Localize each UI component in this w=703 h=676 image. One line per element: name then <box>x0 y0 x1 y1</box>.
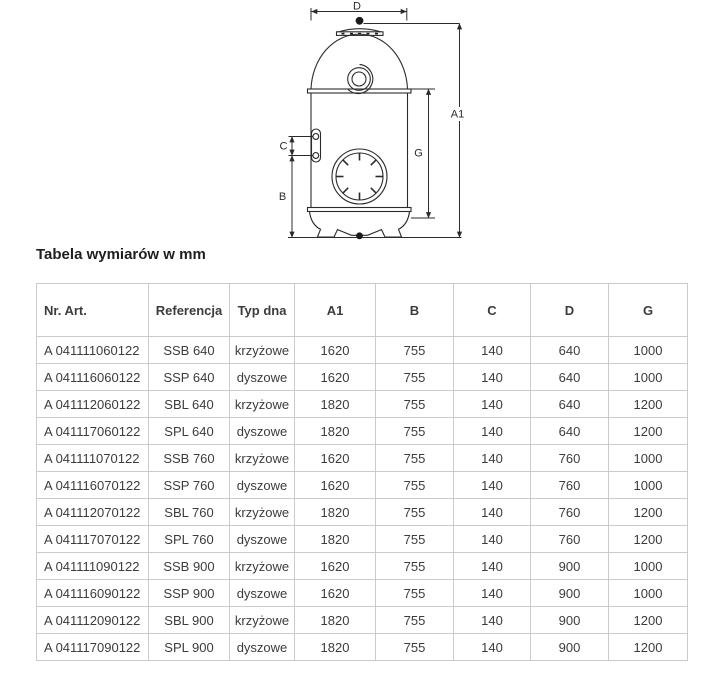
cell-b: 755 <box>376 634 454 661</box>
table-row <box>37 418 688 445</box>
cell-referencja: SBL 900 <box>149 607 230 634</box>
dim-label-a1: A1 <box>450 108 465 121</box>
table-row <box>37 499 688 526</box>
cell-b: 755 <box>376 337 454 364</box>
lid-bolt <box>350 33 353 35</box>
cell-b: 755 <box>376 472 454 499</box>
cell-d: 760 <box>531 472 609 499</box>
cell-d: 900 <box>531 607 609 634</box>
cell-g: 1200 <box>609 607 688 634</box>
cell-a1: 1620 <box>295 553 376 580</box>
dim-label-g: G <box>414 147 423 160</box>
cell-a1: 1620 <box>295 472 376 499</box>
cell-referencja: SPL 760 <box>149 526 230 553</box>
cell-c: 140 <box>454 391 531 418</box>
cell-referencja: SBL 640 <box>149 391 230 418</box>
cell-referencja: SSB 900 <box>149 553 230 580</box>
table-title: Tabela wymiarów w mm <box>36 246 206 263</box>
cell-d: 900 <box>531 634 609 661</box>
cell-typ-dna: dyszowe <box>230 634 295 661</box>
cell-c: 140 <box>454 337 531 364</box>
cell-d: 760 <box>531 526 609 553</box>
cell-typ-dna: krzyżowe <box>230 499 295 526</box>
cell-d: 640 <box>531 364 609 391</box>
cell-g: 1200 <box>609 526 688 553</box>
col-header-referencja: Referencja <box>149 284 230 337</box>
sight-glass-tick <box>343 188 348 193</box>
lid-bolt <box>367 33 370 35</box>
table-row <box>37 526 688 553</box>
top-port-inner <box>352 72 366 86</box>
col-header-nr-art: Nr. Art. <box>37 284 149 337</box>
cell-g: 1200 <box>609 418 688 445</box>
table-row <box>37 472 688 499</box>
header-row <box>37 284 688 337</box>
sight-glass-tick <box>343 160 348 165</box>
cell-d: 900 <box>531 580 609 607</box>
cell-c: 140 <box>454 472 531 499</box>
dim-label-c: C <box>279 140 288 153</box>
col-header-b: B <box>376 284 454 337</box>
cell-referencja: SPL 900 <box>149 634 230 661</box>
cell-typ-dna: krzyżowe <box>230 553 295 580</box>
cell-g: 1000 <box>609 364 688 391</box>
cell-typ-dna: dyszowe <box>230 580 295 607</box>
cell-d: 640 <box>531 391 609 418</box>
cell-nr-art: A 041116060122 <box>37 364 149 391</box>
cell-nr-art: A 041116070122 <box>37 472 149 499</box>
cell-nr-art: A 041112070122 <box>37 499 149 526</box>
cell-g: 1000 <box>609 580 688 607</box>
cell-c: 140 <box>454 580 531 607</box>
cell-referencja: SPL 640 <box>149 418 230 445</box>
cell-d: 900 <box>531 553 609 580</box>
dim-label-b: B <box>278 191 287 203</box>
cell-g: 1200 <box>609 634 688 661</box>
cell-referencja: SSP 760 <box>149 472 230 499</box>
table-row <box>37 391 688 418</box>
dim-label-d: D <box>353 0 361 13</box>
cell-referencja: SBL 760 <box>149 499 230 526</box>
cell-typ-dna: krzyżowe <box>230 337 295 364</box>
top-port-outer <box>348 68 371 91</box>
cell-b: 755 <box>376 364 454 391</box>
cell-b: 755 <box>376 499 454 526</box>
cell-g: 1000 <box>609 445 688 472</box>
cell-nr-art: A 041116090122 <box>37 580 149 607</box>
table-row <box>37 337 688 364</box>
cell-referencja: SSP 900 <box>149 580 230 607</box>
cell-typ-dna: dyszowe <box>230 364 295 391</box>
cell-g: 1000 <box>609 472 688 499</box>
tank-bottom-flange <box>308 208 412 212</box>
cell-typ-dna: krzyżowe <box>230 391 295 418</box>
cell-nr-art: A 041111070122 <box>37 445 149 472</box>
col-header-d: D <box>531 284 609 337</box>
cell-b: 755 <box>376 580 454 607</box>
cell-g: 1200 <box>609 499 688 526</box>
cell-b: 755 <box>376 391 454 418</box>
cell-referencja: SSP 640 <box>149 364 230 391</box>
cell-g: 1200 <box>609 391 688 418</box>
table-row <box>37 634 688 661</box>
cell-nr-art: A 041117060122 <box>37 418 149 445</box>
cell-c: 140 <box>454 607 531 634</box>
col-header-a1: A1 <box>295 284 376 337</box>
cell-c: 140 <box>454 445 531 472</box>
table-row <box>37 445 688 472</box>
cell-c: 140 <box>454 553 531 580</box>
cell-a1: 1620 <box>295 445 376 472</box>
cell-c: 140 <box>454 634 531 661</box>
cell-a1: 1820 <box>295 391 376 418</box>
cell-typ-dna: dyszowe <box>230 472 295 499</box>
cell-referencja: SSB 640 <box>149 337 230 364</box>
cell-referencja: SSB 760 <box>149 445 230 472</box>
cell-b: 755 <box>376 418 454 445</box>
cell-b: 755 <box>376 607 454 634</box>
cell-b: 755 <box>376 553 454 580</box>
cell-b: 755 <box>376 445 454 472</box>
cell-typ-dna: dyszowe <box>230 418 295 445</box>
lid-bolt <box>342 33 345 35</box>
cell-typ-dna: krzyżowe <box>230 607 295 634</box>
side-nozzle-top <box>313 134 319 140</box>
cell-typ-dna: dyszowe <box>230 526 295 553</box>
cell-c: 140 <box>454 526 531 553</box>
lid-bolt <box>358 33 361 35</box>
lid-bolt <box>375 33 378 35</box>
cell-c: 140 <box>454 499 531 526</box>
cell-typ-dna: krzyżowe <box>230 445 295 472</box>
cell-g: 1000 <box>609 553 688 580</box>
table-row <box>37 580 688 607</box>
cell-a1: 1820 <box>295 418 376 445</box>
cell-d: 760 <box>531 499 609 526</box>
cell-a1: 1820 <box>295 499 376 526</box>
sight-glass-tick <box>371 160 376 165</box>
cell-c: 140 <box>454 418 531 445</box>
cell-nr-art: A 041112060122 <box>37 391 149 418</box>
col-header-c: C <box>454 284 531 337</box>
cell-a1: 1820 <box>295 607 376 634</box>
cell-d: 640 <box>531 418 609 445</box>
cell-a1: 1620 <box>295 337 376 364</box>
cell-a1: 1820 <box>295 634 376 661</box>
dimensions-table <box>36 283 688 661</box>
cell-c: 140 <box>454 364 531 391</box>
sight-glass-tick <box>371 188 376 193</box>
tank-dimension-diagram <box>270 0 470 248</box>
cell-g: 1000 <box>609 337 688 364</box>
lid-knob-icon <box>356 17 364 25</box>
table-row <box>37 364 688 391</box>
cell-a1: 1820 <box>295 526 376 553</box>
tank-top-flange <box>308 89 412 93</box>
drain-plug-icon <box>356 232 363 239</box>
cell-d: 760 <box>531 445 609 472</box>
cell-nr-art: A 041111090122 <box>37 553 149 580</box>
tank-dome <box>311 34 408 89</box>
cell-nr-art: A 041111060122 <box>37 337 149 364</box>
cell-a1: 1620 <box>295 580 376 607</box>
cell-d: 640 <box>531 337 609 364</box>
table-row <box>37 553 688 580</box>
cell-nr-art: A 041117070122 <box>37 526 149 553</box>
col-header-typ-dna: Typ dna <box>230 284 295 337</box>
side-nozzle-bottom <box>313 153 319 159</box>
cell-a1: 1620 <box>295 364 376 391</box>
cell-nr-art: A 041117090122 <box>37 634 149 661</box>
cell-nr-art: A 041112090122 <box>37 607 149 634</box>
cell-b: 755 <box>376 526 454 553</box>
table-row <box>37 607 688 634</box>
col-header-g: G <box>609 284 688 337</box>
